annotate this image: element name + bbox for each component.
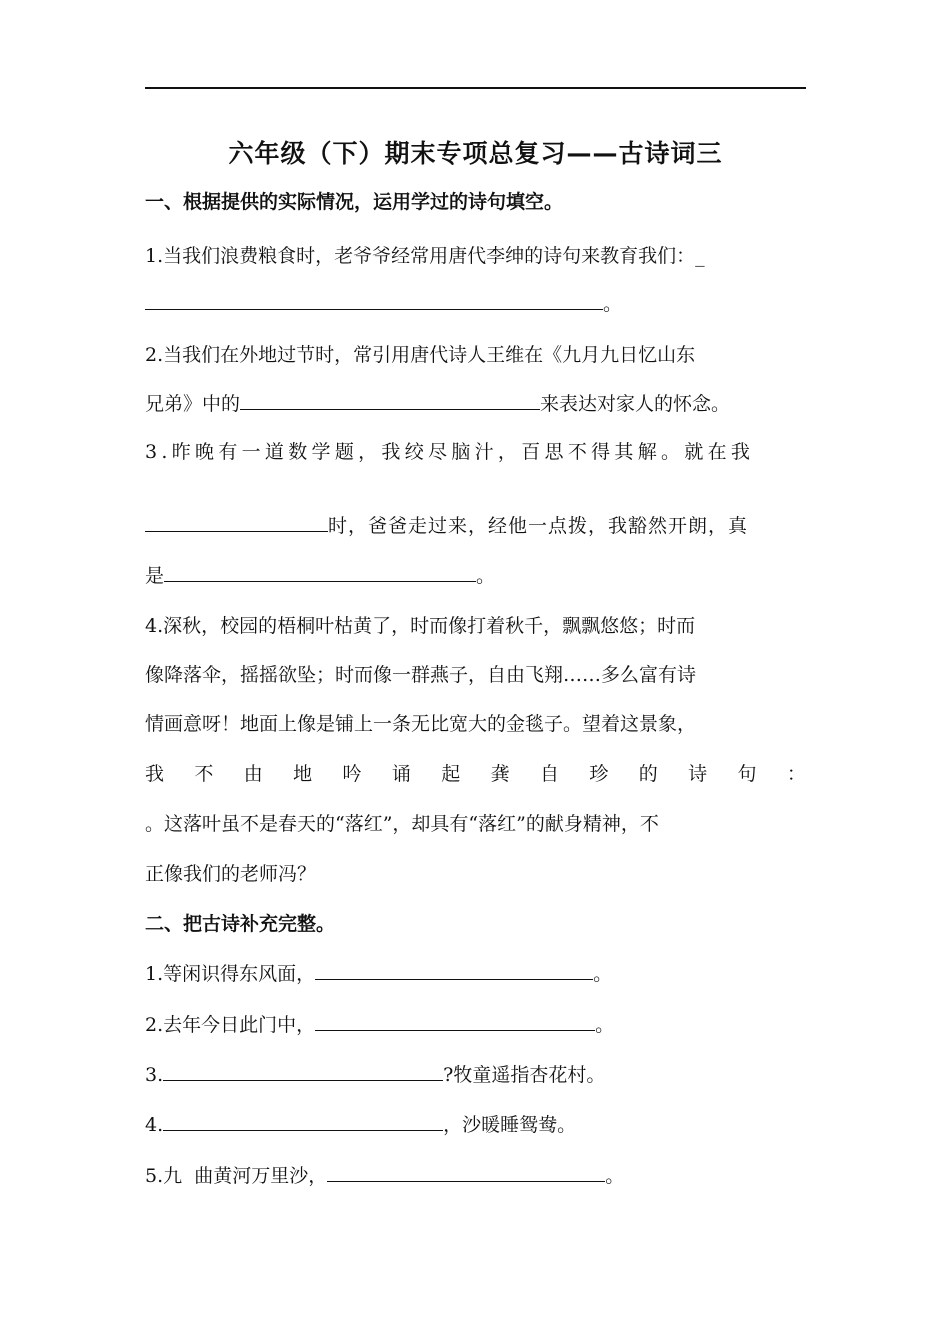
q2-3-pre: 3. — [145, 1064, 164, 1086]
answer-blank[interactable] — [163, 1112, 443, 1131]
spaced-char: 诗 — [688, 763, 708, 785]
spaced-char: 珍 — [589, 763, 609, 785]
spaced-char: 地 — [293, 763, 313, 785]
spaced-char: 龚 — [490, 763, 510, 785]
question-2-5 — [145, 1162, 806, 1190]
q2-2-end: 。 — [595, 1014, 615, 1036]
question-1-3: 3.昨晚有一道数学题，我绞尽脑汁，百思不得其解。就在我 — [145, 441, 755, 463]
question-2-2 — [145, 1011, 806, 1039]
answer-blank[interactable] — [145, 291, 603, 310]
q2-4-pre: 4. — [145, 1114, 164, 1136]
answer-blank[interactable] — [240, 391, 540, 410]
spaced-char: 句 — [737, 763, 757, 785]
spaced-char: 由 — [243, 763, 263, 785]
q2-5-end: 。 — [605, 1165, 625, 1187]
question-1-4-line5: 。这落叶虽不是春天的“落红”，却具有“落红”的献身精神，不 — [145, 813, 659, 835]
answer-blank[interactable] — [315, 961, 593, 980]
question-1-4-line1: 4.深秋，校园的梧桐叶枯黄了，时而像打着秋千，飘飘悠悠；时而 — [145, 615, 696, 637]
q1-1-end: 。 — [603, 293, 623, 315]
answer-blank[interactable] — [315, 1012, 595, 1031]
q1-3-post: 时，爸爸走过来，经他一点拨，我豁然开朗，真 — [328, 515, 749, 537]
question-2-3 — [145, 1061, 806, 1089]
answer-blank[interactable] — [164, 563, 476, 582]
q1-2-post: 来表达对家人的怀念。 — [540, 393, 731, 415]
question-1-3-end — [145, 562, 806, 590]
spaced-char: 吟 — [342, 763, 362, 785]
q1-2-pre: 兄弟》中的 — [145, 393, 241, 415]
question-1-4-line4 — [145, 760, 806, 788]
q2-2-pre: 2.去年今日此门中， — [145, 1014, 316, 1036]
q2-1-end: 。 — [593, 963, 613, 985]
question-1-2: 2.当我们在外地过节时，常引用唐代诗人王维在《九月九日忆山东 — [145, 344, 696, 366]
question-2-4 — [145, 1111, 806, 1139]
spaced-char: 的 — [638, 763, 658, 785]
section1-heading: 一、根据提供的实际情况，运用学过的诗句填空。 — [145, 191, 564, 213]
spaced-char: ： — [786, 763, 806, 785]
answer-blank[interactable] — [163, 1062, 443, 1081]
question-1-1 — [145, 242, 806, 270]
q2-1-pre: 1.等闲识得东风面， — [145, 963, 316, 985]
question-1-4-line3: 情画意呀！地面上像是铺上一条无比宽大的金毯子。望着这景象， — [145, 713, 697, 735]
section2-heading: 二、把古诗补充完整。 — [145, 913, 336, 935]
spaced-char: 不 — [194, 763, 214, 785]
question-1-4-line2: 像降落伞，摇摇欲坠；时而像一群燕子，自由飞翔……多么富有诗 — [145, 664, 697, 686]
page-title: 六年级（下）期末专项总复习——古诗词三 — [228, 139, 723, 168]
spaced-char: 起 — [441, 763, 461, 785]
q1-1-lead: _ — [695, 245, 705, 267]
question-1-1-answer — [145, 290, 806, 318]
q1-3-pre: 是 — [145, 565, 165, 587]
q2-3-post: ?牧童遥指杏花村。 — [443, 1064, 606, 1086]
header-rule — [145, 87, 806, 89]
answer-blank[interactable] — [145, 513, 328, 532]
answer-blank[interactable] — [327, 1163, 605, 1182]
q1-1-text: 1.当我们浪费粮食时，老爷爷经常用唐代李绅的诗句来教育我们： — [145, 245, 696, 267]
spaced-char: 诵 — [391, 763, 411, 785]
question-1-3-cont — [145, 512, 806, 540]
spaced-char: 我 — [145, 763, 165, 785]
q2-4-post: ，沙暖睡鸳鸯。 — [443, 1114, 577, 1136]
question-1-2-cont — [145, 390, 806, 418]
q2-5-pre: 5.九 曲黄河万里沙， — [145, 1165, 328, 1187]
q1-3-end: 。 — [476, 565, 496, 587]
question-2-1 — [145, 960, 806, 988]
question-1-4-line6: 正像我们的老师冯？ — [145, 863, 317, 885]
spaced-char: 自 — [540, 763, 560, 785]
